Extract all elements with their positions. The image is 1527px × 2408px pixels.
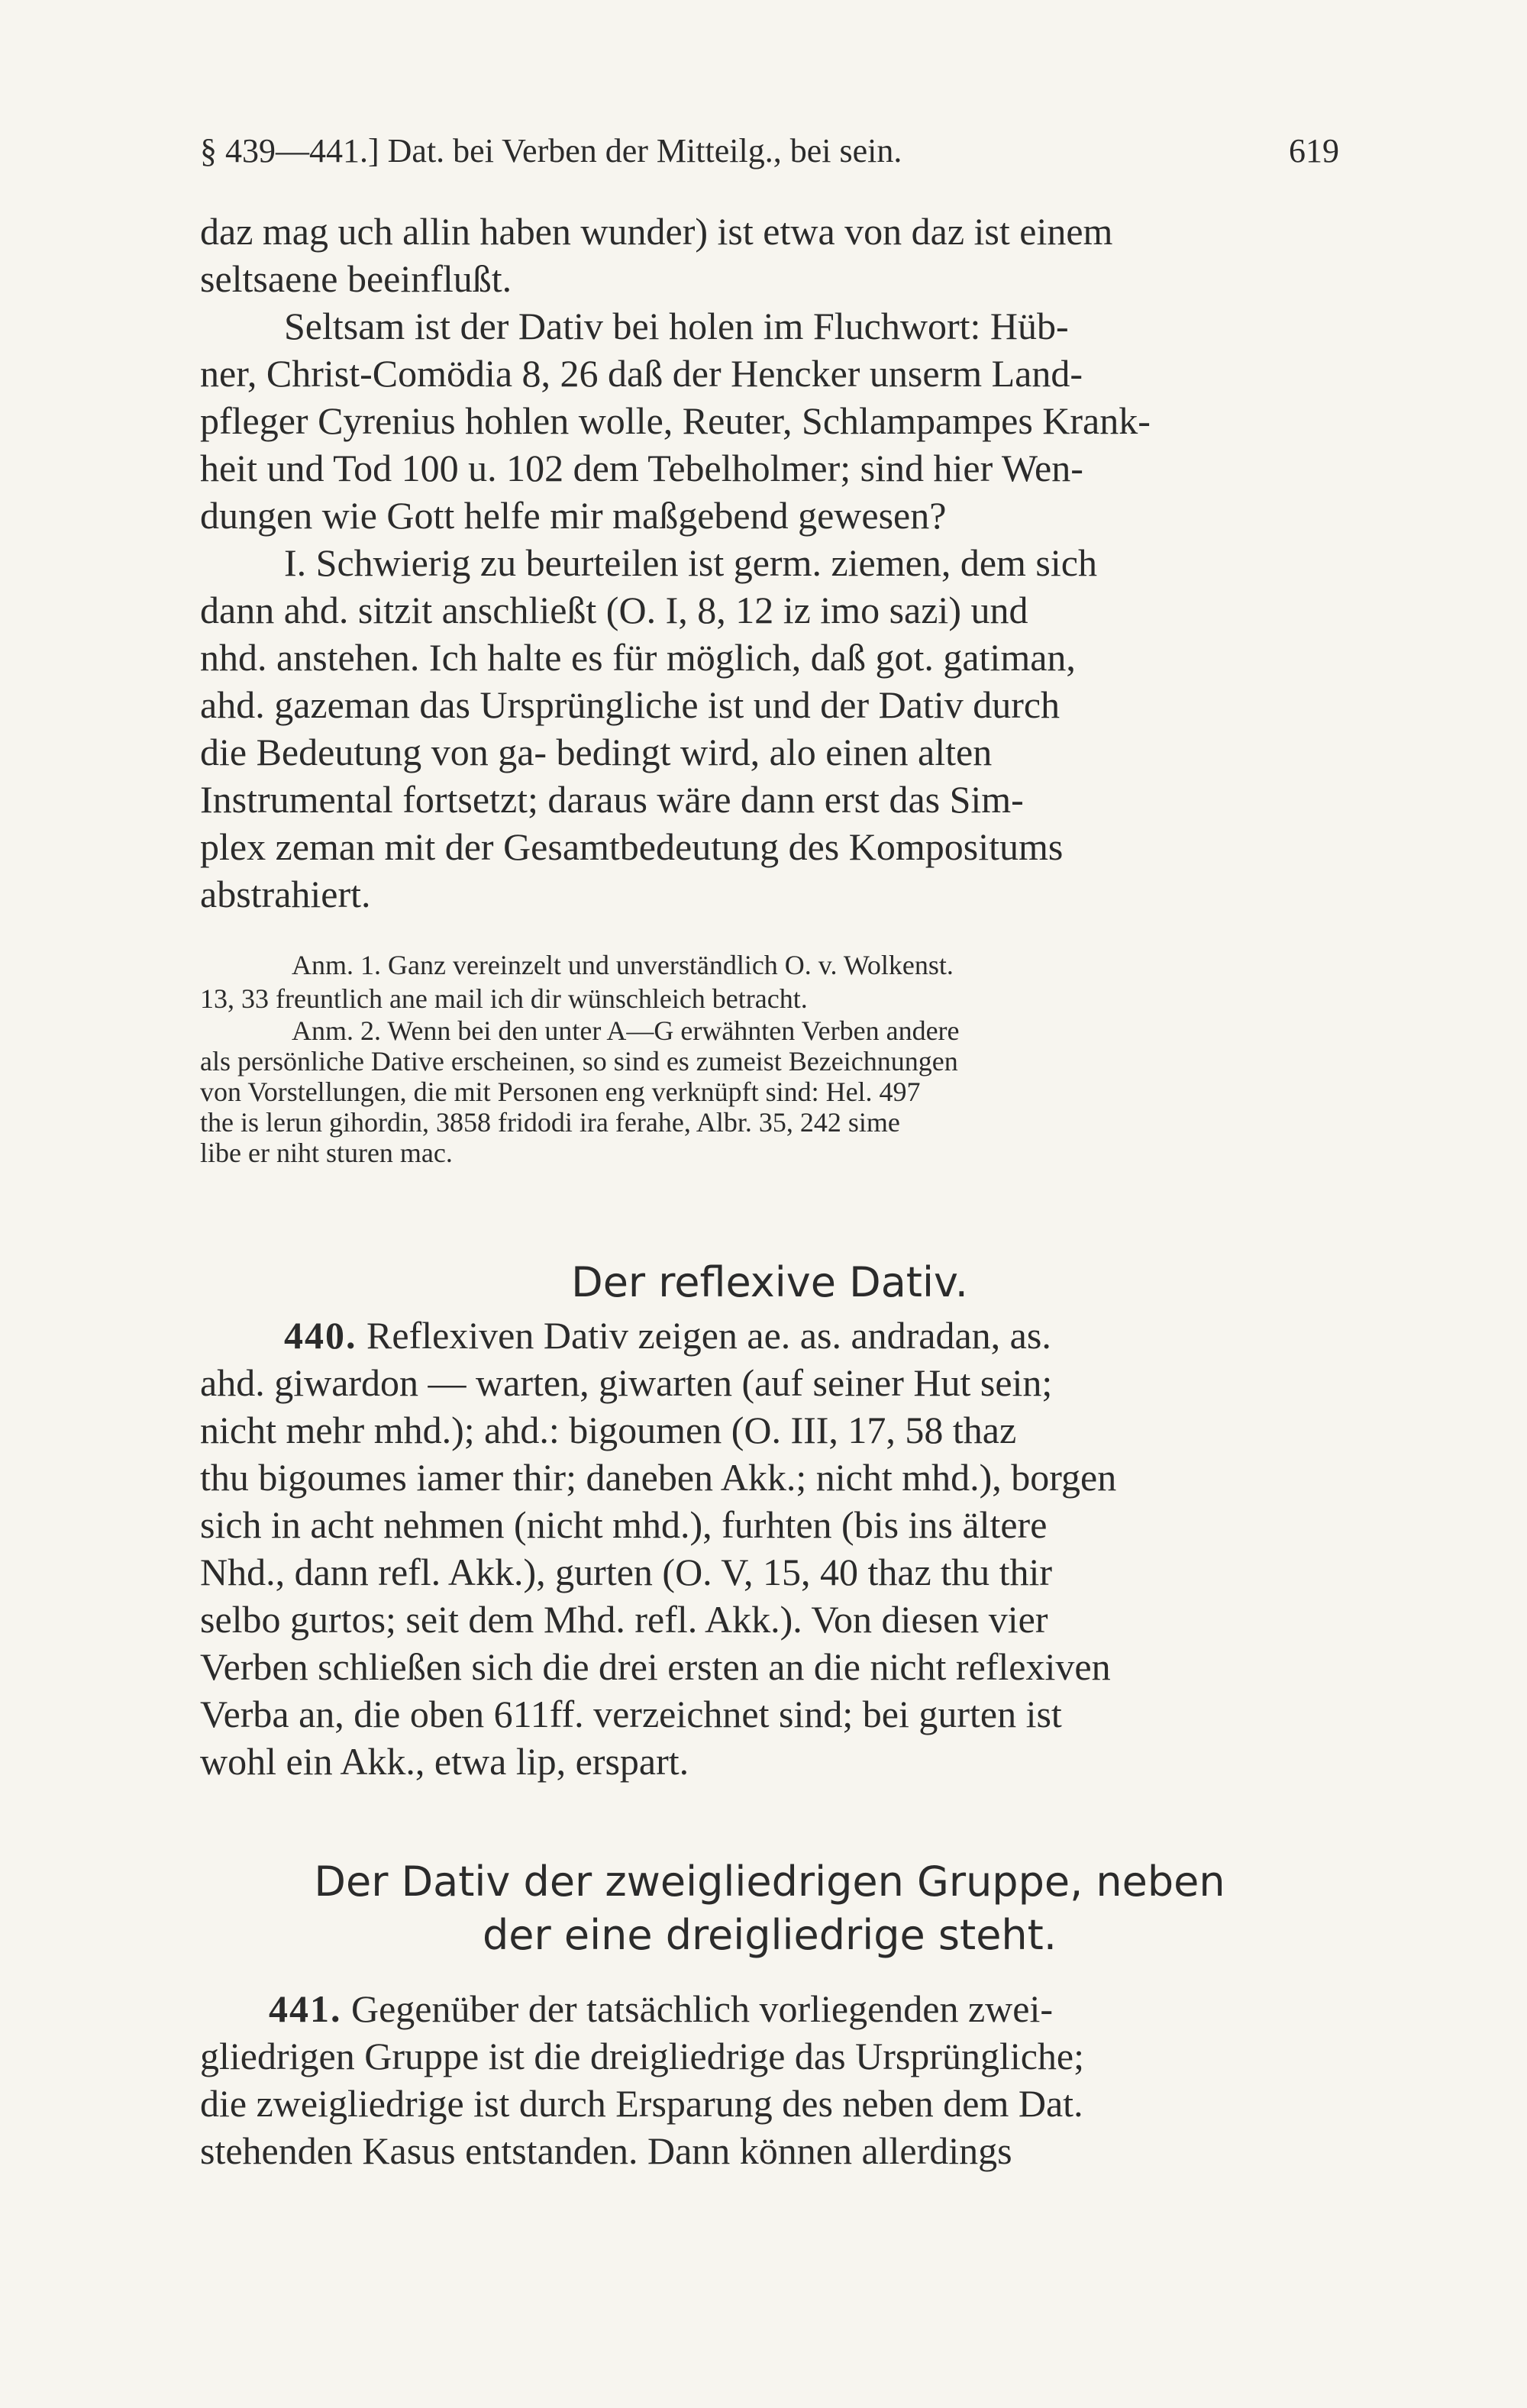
text-line: pfleger Cyrenius hohlen wolle, Reuter, Schlampampes Krank-	[200, 399, 1151, 442]
footnote-line: als persönliche Dative erscheinen, so sind es zumeist Bezeichnungen	[200, 1046, 958, 1076]
heading-line: Der Dativ der zweigliedrigen Gruppe, neben	[314, 1858, 1225, 1906]
text-line: wohl ein Akk., etwa lip, erspart.	[200, 1740, 689, 1783]
paragraph-block-3	[200, 1985, 1339, 2174]
text-line: stehenden Kasus entstanden. Dann können allerdings	[200, 2129, 1012, 2172]
section-heading: Der reflexive Dativ.	[571, 1258, 968, 1306]
text-line: Verba an, die oben 611ff. verzeichnet sind; bei gurten ist	[200, 1693, 1062, 1735]
text-line: Instrumental fortsetzt; daraus wäre dann erst das Sim-	[200, 778, 1024, 821]
text-line: daz mag uch allin haben wunder) ist etwa von daz ist einem	[200, 210, 1113, 253]
text-line: seltsaene beeinflußt.	[200, 257, 512, 300]
text-line: Nhd., dann refl. Akk.), gurten (O. V, 15, 40 thaz thu thir	[200, 1551, 1053, 1593]
text-line: nhd. anstehen. Ich halte es für möglich, daß got. gatiman,	[200, 636, 1076, 679]
text-line: 441. Gegenüber der tatsächlich vorliegenden zwei-	[269, 1987, 1054, 2030]
footnote-line: the is lerun gihordin, 3858 fridodi ira ferahe, Albr. 35, 242 sime	[200, 1107, 900, 1138]
text-line: 440. Reflexiven Dativ zeigen ae. as. andradan, as.	[284, 1314, 1051, 1357]
text-line: die Bedeutung von ga- bedingt wird, alo einen alten	[200, 731, 993, 773]
text-line: plex zeman mit der Gesamtbedeutung des Kompositums	[200, 825, 1064, 868]
running-header	[200, 128, 1339, 174]
text-line: Verben schließen sich die drei ersten an die nicht reflexiven	[200, 1645, 1111, 1688]
section-number: 441.	[269, 1987, 342, 2030]
text-line: dungen wie Gott helfe mir maßgebend gewesen?	[200, 494, 947, 537]
text-line: gliedrigen Gruppe ist die dreigliedrige das Ursprüngliche;	[200, 2035, 1085, 2077]
text-line: ahd. giwardon — warten, giwarten (auf seiner Hut sein;	[200, 1361, 1053, 1404]
text-line: dann ahd. sitzit anschließt (O. I, 8, 12 iz imo sazi) und	[200, 589, 1028, 631]
text-line: heit und Tod 100 u. 102 dem Tebelholmer; sind hier Wen-	[200, 447, 1083, 489]
footnotes	[200, 948, 1339, 1168]
footnote-line: von Vorstellungen, die mit Personen eng verknüpft sind: Hel. 497	[200, 1076, 921, 1107]
text-line: sich in acht nehmen (nicht mhd.), furhten (bis ins ältere	[200, 1503, 1048, 1546]
text-line: die zweigliedrige ist durch Ersparung des neben dem Dat.	[200, 2082, 1083, 2125]
text-line: Seltsam ist der Dativ bei holen im Fluchwort: Hüb-	[284, 305, 1069, 347]
footnote-line: Anm. 2. Wenn bei den unter A—G erwähnten Verben andere	[292, 1015, 960, 1046]
text-line: nicht mehr mhd.); ahd.: bigoumen (O. III, 17, 58 thaz	[200, 1409, 1017, 1451]
paragraph-block-1	[200, 208, 1339, 918]
heading-line: der eine dreigliedrige steht.	[483, 1911, 1057, 1959]
paragraph-block-2	[200, 1312, 1339, 1785]
footnote-line: libe er niht sturen mac.	[200, 1138, 453, 1168]
footnote-line: Anm. 1. Ganz vereinzelt und unverständlich O. v. Wolkenst.	[292, 950, 954, 980]
text-line: ahd. gazeman das Ursprüngliche ist und der Dativ durch	[200, 683, 1061, 726]
section-number: 440.	[284, 1314, 357, 1357]
text-line: thu bigoumes iamer thir; daneben Akk.; nicht mhd.), borgen	[200, 1456, 1117, 1499]
text-line: abstrahiert.	[200, 873, 371, 915]
text-line: selbo gurtos; seit dem Mhd. refl. Akk.). Von diesen vier	[200, 1598, 1048, 1641]
text-line: I. Schwierig zu beurteilen ist germ. ziemen, dem sich	[284, 541, 1097, 584]
text-line: ner, Christ-Comödia 8, 26 daß der Hencker unserm Land-	[200, 352, 1083, 395]
header-section-ref: § 439—441.] Dat. bei Verben der Mitteilg., bei sein.	[200, 132, 902, 169]
section-heading-2	[200, 1855, 1339, 1962]
page-number: 619	[1289, 132, 1339, 169]
footnote-line: 13, 33 freuntlich ane mail ich dir wünschleich betracht.	[200, 983, 808, 1014]
